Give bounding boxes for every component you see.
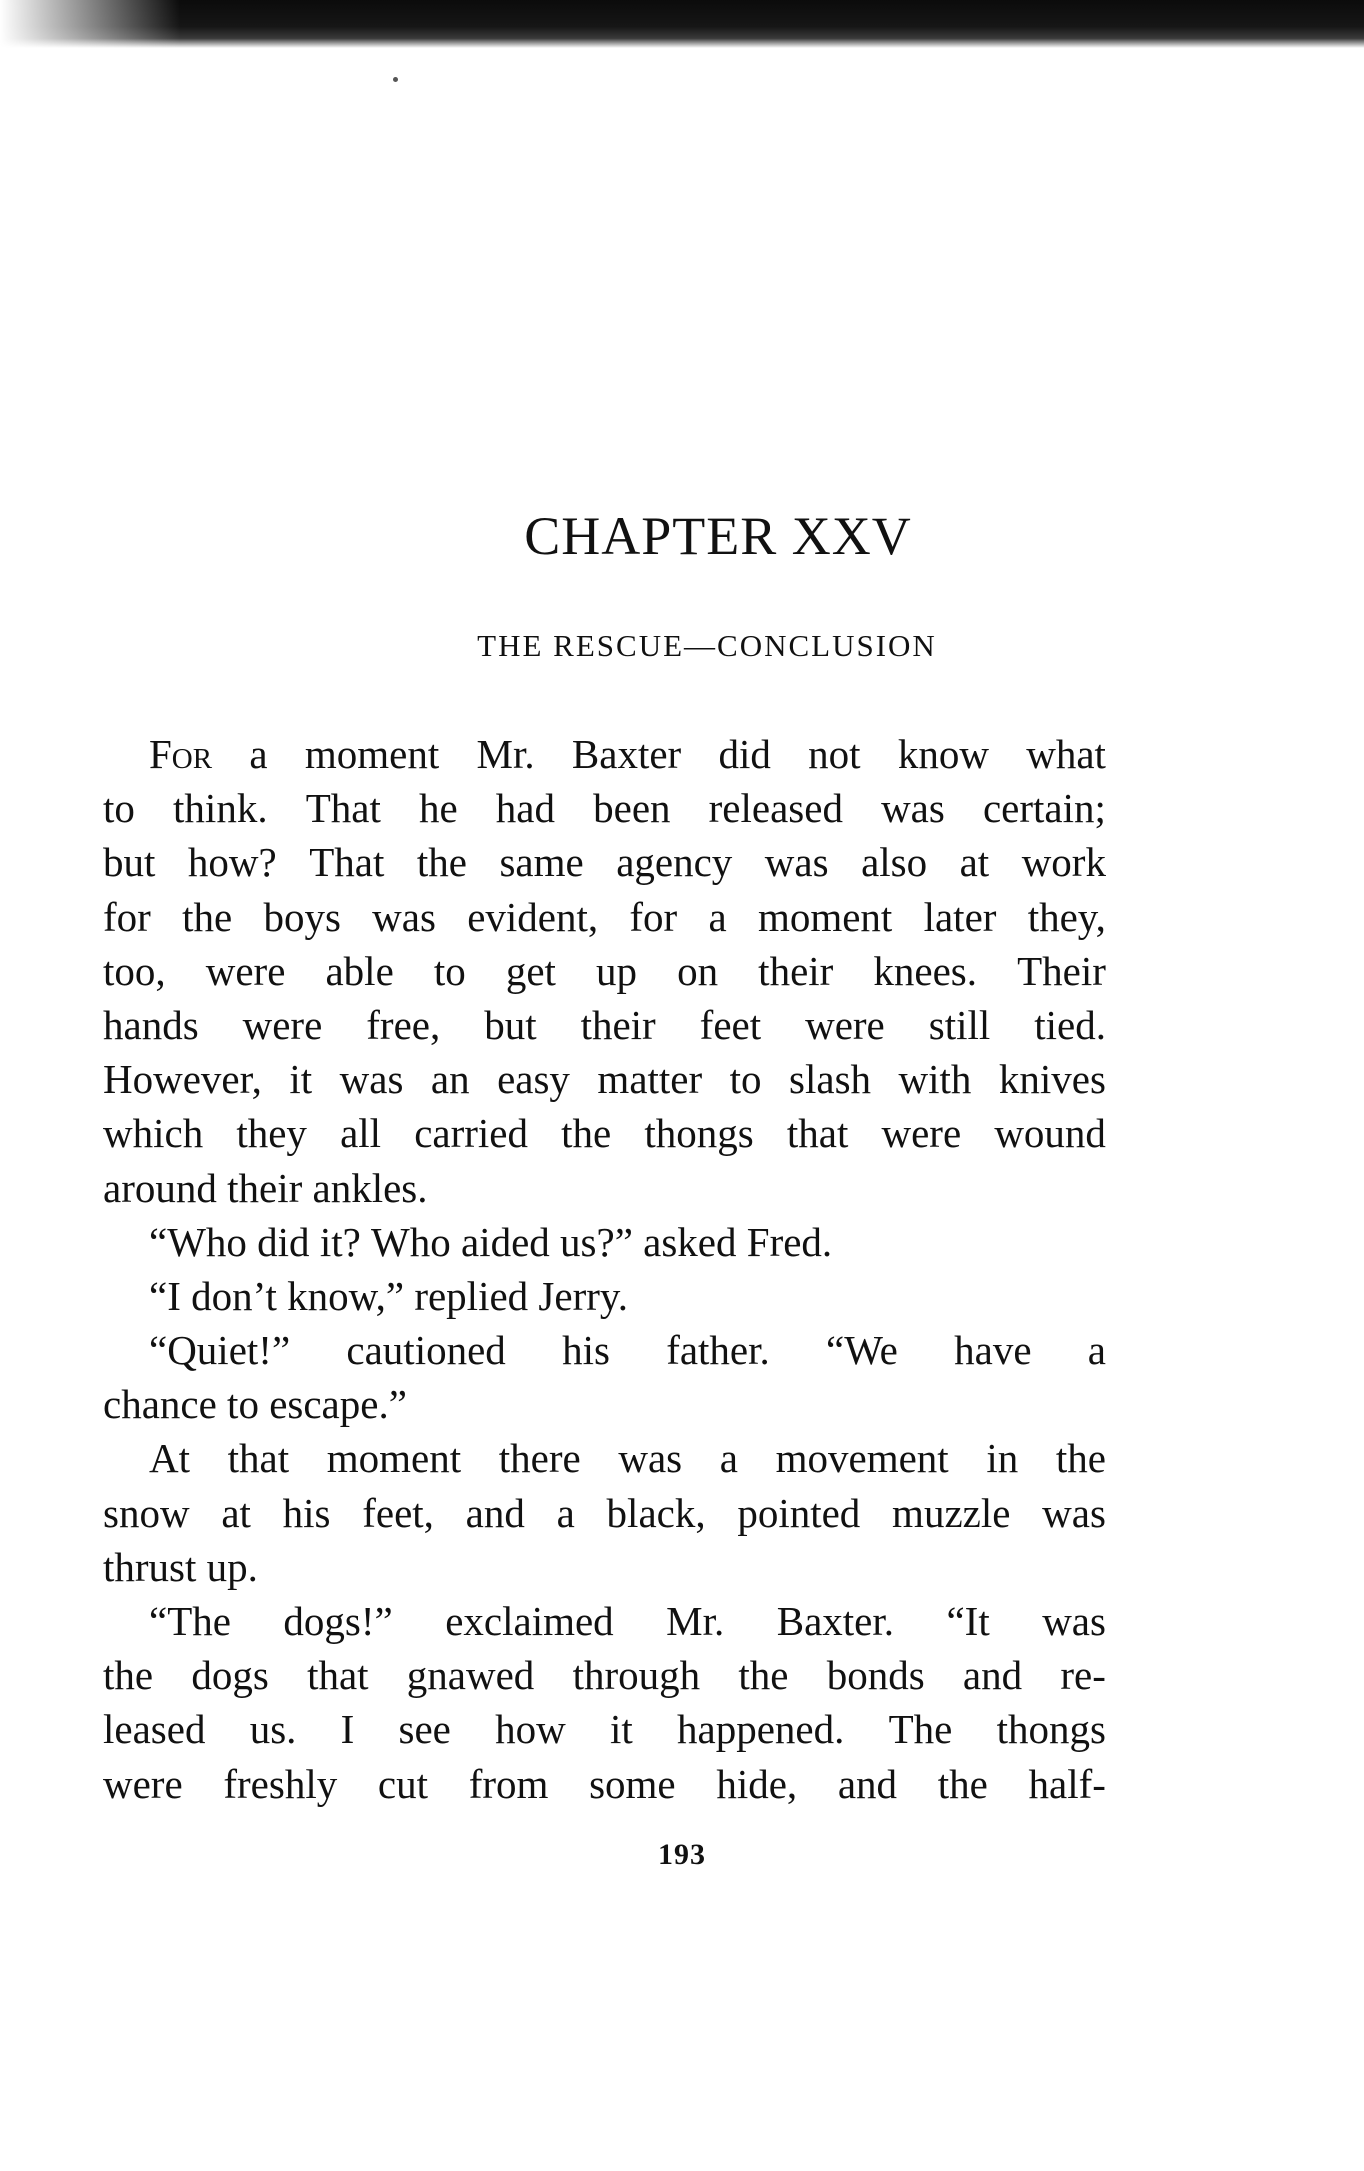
word: to	[729, 1056, 762, 1103]
word: their	[580, 1001, 656, 1048]
word: dogs	[191, 1652, 269, 1699]
word: black,	[606, 1489, 706, 1536]
word: for	[629, 893, 678, 940]
word: were	[805, 1001, 885, 1048]
word: snow	[103, 1489, 190, 1536]
word: it	[609, 1706, 633, 1753]
word: chance	[103, 1381, 228, 1428]
word: but	[484, 1001, 537, 1048]
word: a	[719, 1435, 738, 1482]
text-line	[103, 1648, 1106, 1702]
word: replied	[414, 1272, 539, 1319]
word: their	[227, 1164, 313, 1211]
word: knives	[998, 1056, 1106, 1103]
word: thongs	[996, 1706, 1106, 1753]
word: was	[1042, 1489, 1106, 1536]
word: at	[221, 1489, 251, 1536]
word: the	[182, 893, 233, 940]
word: However,	[103, 1056, 262, 1103]
word: Mr.	[666, 1598, 725, 1644]
scan-edge-artifact	[0, 0, 1364, 48]
text-line	[103, 1757, 1106, 1811]
word: evident,	[467, 893, 599, 940]
word: had	[495, 785, 555, 832]
word: were	[242, 1001, 323, 1048]
word: know	[897, 731, 989, 777]
word: hands	[103, 1001, 199, 1048]
word: freshly	[223, 1760, 338, 1807]
word: don’t	[191, 1272, 288, 1319]
word: they	[236, 1110, 307, 1157]
text-line	[103, 781, 1106, 835]
word: know,”	[287, 1272, 415, 1319]
text-line	[103, 1702, 1106, 1756]
word: That	[309, 839, 385, 886]
word: not	[808, 731, 861, 777]
word: slash	[789, 1056, 872, 1103]
word: Mr.	[476, 731, 535, 777]
word: with	[898, 1056, 972, 1103]
word: to	[227, 1381, 270, 1428]
word: was	[618, 1435, 683, 1482]
word: muzzle	[892, 1489, 1011, 1536]
word: Baxter.	[776, 1598, 894, 1644]
word: and	[465, 1489, 525, 1536]
text-line	[103, 727, 1106, 781]
word: At	[149, 1435, 190, 1482]
text-line	[103, 1594, 1106, 1648]
word: later	[923, 893, 997, 940]
word: “I	[149, 1272, 192, 1319]
word: a	[249, 731, 268, 777]
text-line	[103, 1431, 1106, 1485]
word: moment	[326, 1435, 462, 1482]
word: free,	[366, 1001, 441, 1048]
word: moment	[304, 731, 440, 777]
word: “Who	[149, 1218, 258, 1265]
word: the	[1055, 1435, 1106, 1482]
word: he	[418, 785, 458, 832]
text-line	[103, 1323, 1106, 1377]
word: half-	[1028, 1760, 1106, 1807]
word: hide,	[716, 1760, 798, 1807]
word: the	[103, 1652, 154, 1699]
word: “The	[149, 1598, 231, 1644]
word: released	[708, 785, 843, 832]
word: their	[758, 947, 834, 994]
word: was	[372, 893, 436, 940]
word: escape.”	[269, 1381, 407, 1428]
word: The	[888, 1706, 953, 1753]
word: a	[556, 1489, 575, 1536]
word: were	[205, 947, 286, 994]
word: that	[786, 1110, 849, 1157]
text-line	[103, 835, 1106, 889]
word: exclaimed	[445, 1598, 614, 1644]
word: thongs	[644, 1110, 754, 1157]
word: for	[103, 893, 151, 940]
word: bonds	[826, 1652, 925, 1699]
word: but	[103, 839, 156, 886]
word: it?	[319, 1218, 372, 1265]
word: was	[1042, 1598, 1106, 1644]
word: that	[227, 1435, 290, 1482]
word: they,	[1027, 893, 1106, 940]
word: in	[986, 1435, 1019, 1482]
word: to	[103, 785, 135, 832]
page-number: 193	[658, 1838, 706, 1871]
word: “Quiet!”	[149, 1327, 291, 1374]
text-line	[103, 1215, 1106, 1269]
text-line	[103, 1377, 1106, 1431]
text-line	[103, 1540, 1106, 1594]
word: an	[430, 1056, 470, 1103]
word: dogs!”	[283, 1598, 393, 1644]
word: which	[103, 1110, 204, 1157]
drop-word: For	[149, 731, 213, 777]
word: at	[959, 839, 990, 886]
word: on	[677, 947, 719, 994]
word: some	[589, 1760, 676, 1807]
word: see	[398, 1706, 451, 1753]
word: was	[881, 785, 945, 832]
text-line	[103, 1486, 1106, 1540]
word: up	[596, 947, 638, 994]
word: certain;	[982, 785, 1106, 832]
chapter-subtitle: THE RESCUE—CONCLUSION	[477, 628, 937, 663]
word: still	[928, 1001, 991, 1048]
word: gnawed	[406, 1652, 535, 1699]
word: too,	[103, 947, 166, 994]
word: us?”	[560, 1218, 644, 1265]
word: leased	[103, 1706, 206, 1753]
word: also	[861, 839, 928, 886]
word: think.	[173, 785, 268, 832]
word: his	[562, 1327, 610, 1374]
word: matter	[597, 1056, 703, 1103]
word: were	[103, 1760, 183, 1807]
word: able	[325, 947, 394, 994]
word: did	[718, 731, 771, 777]
word: that	[307, 1652, 369, 1699]
word: easy	[497, 1056, 570, 1103]
word: Who	[371, 1218, 461, 1265]
word: feet,	[362, 1489, 434, 1536]
word: agency	[616, 839, 733, 886]
text-line	[103, 1106, 1106, 1160]
text-line	[103, 998, 1106, 1052]
word: father.	[666, 1327, 770, 1374]
word: get	[505, 947, 556, 994]
word: through	[572, 1652, 701, 1699]
word: knees.	[873, 947, 977, 994]
word: the	[416, 839, 467, 886]
word: were	[881, 1110, 962, 1157]
body-text	[103, 727, 1106, 1811]
word: re-	[1060, 1652, 1106, 1699]
text-line	[103, 890, 1106, 944]
word: “We	[826, 1327, 898, 1374]
word: Their	[1017, 947, 1106, 994]
word: was	[764, 839, 829, 886]
word: have	[954, 1327, 1032, 1374]
text-line	[103, 1052, 1106, 1106]
word: from	[468, 1760, 549, 1807]
word: ankles.	[312, 1164, 428, 1211]
word: carried	[414, 1110, 528, 1157]
text-line	[103, 1161, 1106, 1215]
word: how?	[187, 839, 277, 886]
word: same	[499, 839, 584, 886]
word: aided	[461, 1218, 561, 1265]
text-line	[103, 1269, 1106, 1323]
word: moment	[757, 893, 893, 940]
word: wound	[994, 1110, 1106, 1157]
word: around	[103, 1164, 228, 1211]
word: cautioned	[346, 1327, 506, 1374]
word: “It	[946, 1598, 990, 1644]
word: Baxter	[571, 731, 682, 777]
word: I	[340, 1706, 355, 1753]
word: his	[282, 1489, 331, 1536]
word: pointed	[737, 1489, 861, 1536]
word: to	[433, 947, 466, 994]
scan-speck	[393, 77, 398, 82]
word: up.	[206, 1543, 258, 1590]
word: work	[1021, 839, 1106, 886]
word: did	[257, 1218, 320, 1265]
word: That	[305, 785, 381, 832]
word: was	[339, 1056, 404, 1103]
word: it	[289, 1056, 313, 1103]
word: tied.	[1034, 1001, 1106, 1048]
word: us.	[249, 1706, 297, 1753]
word: and	[962, 1652, 1023, 1699]
word: movement	[775, 1435, 949, 1482]
word: Fred.	[746, 1218, 833, 1265]
word: asked	[643, 1218, 747, 1265]
word: and	[837, 1760, 898, 1807]
word: boys	[263, 893, 341, 940]
word: cut	[377, 1760, 428, 1807]
word: the	[738, 1652, 789, 1699]
word: the	[561, 1110, 612, 1157]
word: been	[593, 785, 671, 832]
word: all	[340, 1110, 382, 1157]
chapter-title: CHAPTER XXV	[524, 506, 912, 566]
word: a	[1087, 1327, 1106, 1374]
word: the	[937, 1760, 988, 1807]
word: thrust	[103, 1543, 207, 1590]
word: happened.	[677, 1706, 845, 1753]
word: a	[708, 893, 727, 940]
word: what	[1026, 731, 1106, 777]
word: feet	[699, 1001, 762, 1048]
text-line	[103, 944, 1106, 998]
word: there	[498, 1435, 581, 1482]
word: how	[495, 1706, 566, 1753]
word: Jerry.	[538, 1272, 628, 1319]
